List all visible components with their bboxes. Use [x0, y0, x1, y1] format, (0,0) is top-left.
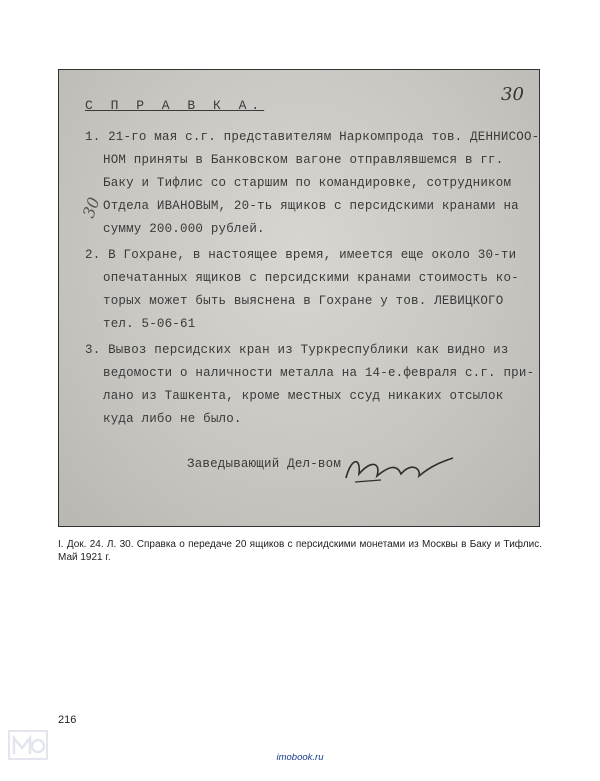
handwritten-page-number: 30	[501, 84, 524, 105]
item2-line: 2. В Гохране, в настоящее время, имеется еще около 30-ти	[85, 248, 517, 262]
item1-line: 1. 21-го мая с.г. представителям Наркомпрода тов. ДЕННИСОО-	[85, 130, 540, 144]
document-title: С П Р А В К А.	[85, 98, 265, 113]
page-number: 216	[58, 714, 77, 726]
handwritten-signature	[341, 448, 461, 488]
figure-caption: I. Док. 24. Л. 30. Справка о передаче 20 ящиков с персидскими монетами из Москвы в Баку и Тифлис. Май 1921 г.	[58, 539, 542, 563]
item2-line: опечатанных ящиков с персидскими кранами стоимость ко-	[103, 271, 519, 285]
item2-line: тел. 5-06-61	[103, 317, 196, 331]
site-link[interactable]: imobook.ru	[276, 752, 324, 763]
typed-text	[59, 70, 540, 527]
item3-line: лано из Ташкента, кроме местных ссуд никаких отсылок	[103, 389, 504, 403]
item1-line: Баку и Тифлис со старшим по командировке, сотрудником	[103, 176, 512, 190]
signature-title: Заведывающий Дел-вом	[187, 457, 342, 471]
item3-line: ведомости о наличности металла на 14-е.февраля с.г. при-	[103, 366, 535, 380]
document-scan	[58, 69, 540, 527]
item3-line: куда либо не было.	[103, 412, 242, 426]
item1-line: сумму 200.000 рублей.	[103, 222, 265, 236]
item3-line: 3. Вывоз персидских кран из Туркреспублики как видно из	[85, 343, 509, 357]
item1-line: Отдела ИВАНОВЫМ, 20-ть ящиков с персидскими кранами на	[103, 199, 519, 213]
item1-line: НОМ приняты в Банковском вагоне отправлявшемся в гг.	[103, 153, 504, 167]
item2-line: торых может быть выяснена в Гохране у тов. ЛЕВИЦКОГО	[103, 294, 504, 308]
margin-handwritten-mark: 30	[78, 194, 104, 221]
